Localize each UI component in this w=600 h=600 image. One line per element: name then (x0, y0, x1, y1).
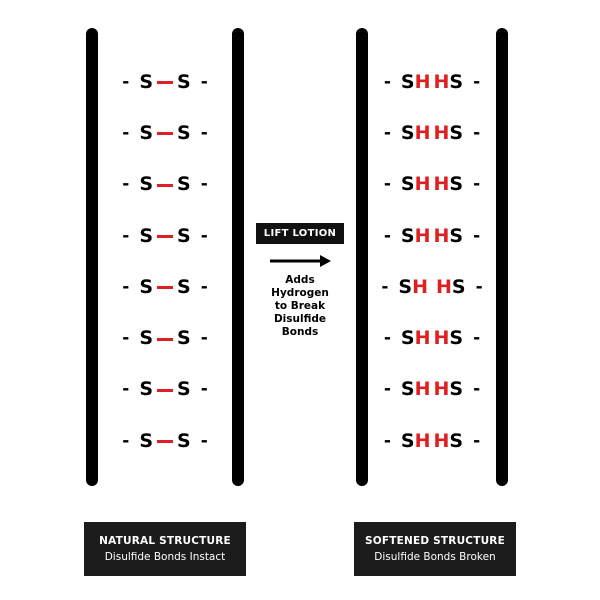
softened-structure-label (354, 522, 516, 576)
disulfide-bond-row (98, 261, 232, 312)
disulfide-bond-line (157, 338, 173, 341)
strand-dash: - (383, 174, 391, 195)
broken-bond-row (368, 107, 496, 158)
sulfur-atom: S (177, 173, 191, 196)
disulfide-bond-line (157, 132, 173, 135)
sulfur-atom: S (449, 429, 464, 452)
strand-dash: - (200, 328, 208, 349)
sulfur-atom: S (400, 121, 415, 144)
broken-bond-row (368, 415, 496, 466)
sulfur-atom: S (449, 224, 464, 247)
strand-dash: - (473, 122, 481, 143)
sulfur-atom: S (139, 173, 153, 196)
hydrogen-atom: H (414, 173, 431, 196)
sulfur-atom: S (139, 224, 153, 247)
sulfur-atom: S (177, 224, 191, 247)
strand-dash: - (122, 379, 130, 400)
disulfide-bond-line (157, 389, 173, 392)
hydrogen-atom: H (414, 429, 431, 452)
sulfur-atom: S (177, 70, 191, 93)
sulfur-atom: S (177, 327, 191, 350)
broken-bond-row (368, 312, 496, 363)
disulfide-bond-row (98, 312, 232, 363)
strand-dash: - (200, 225, 208, 246)
strand-dash: - (122, 430, 130, 451)
right-strand-outer (496, 28, 508, 486)
sulfur-atom: S (449, 121, 464, 144)
strand-dash: - (475, 276, 483, 297)
sulfur-atom: S (449, 173, 464, 196)
hydrogen-atom: H (433, 70, 450, 93)
hydrogen-atom: H (412, 275, 428, 298)
disulfide-bond-row (98, 415, 232, 466)
softened-bond-list (368, 56, 496, 466)
sulfur-atom: S (400, 327, 415, 350)
hydrogen-atom: H (414, 327, 431, 350)
sulfur-atom: S (177, 429, 191, 452)
strand-dash: - (383, 379, 391, 400)
strand-dash: - (473, 225, 481, 246)
disulfide-bond-row (98, 210, 232, 261)
process-explanation (256, 223, 344, 339)
disulfide-bond-line (157, 440, 173, 443)
label-title: NATURAL STRUCTURE (99, 535, 231, 547)
disulfide-bond-line (157, 286, 173, 289)
sulfur-atom: S (449, 378, 464, 401)
disulfide-bond-line (157, 235, 173, 238)
right-strand-inner (356, 28, 368, 486)
hydrogen-atom: H (414, 378, 431, 401)
strand-dash: - (473, 71, 481, 92)
hydrogen-atom: H (414, 70, 431, 93)
strand-dash: - (200, 430, 208, 451)
broken-bond-row (368, 210, 496, 261)
sulfur-atom: S (177, 378, 191, 401)
label-subtitle: Disulfide Bonds Broken (374, 551, 496, 563)
hydrogen-atom: H (433, 173, 450, 196)
process-description (256, 274, 344, 339)
strand-dash: - (383, 71, 391, 92)
strand-dash: - (200, 122, 208, 143)
sulfur-atom: S (400, 224, 415, 247)
hydrogen-atom: H (414, 121, 431, 144)
description-line: Adds (285, 274, 315, 286)
strand-dash: - (200, 379, 208, 400)
strand-dash: - (122, 174, 130, 195)
sulfur-atom: S (139, 378, 153, 401)
left-strand-outer (86, 28, 98, 486)
left-strand-inner (232, 28, 244, 486)
disulfide-bond-row (98, 364, 232, 415)
hydrogen-atom: H (433, 327, 450, 350)
strand-dash: - (122, 122, 130, 143)
natural-structure-label (84, 522, 246, 576)
strand-dash: - (381, 276, 389, 297)
strand-dash: - (383, 328, 391, 349)
strand-dash: - (122, 225, 130, 246)
strand-dash: - (200, 71, 208, 92)
disulfide-bond-line (157, 81, 173, 84)
strand-dash: - (122, 276, 130, 297)
sulfur-atom: S (400, 429, 415, 452)
hydrogen-atom: H (433, 224, 450, 247)
sulfur-atom: S (449, 327, 464, 350)
sulfur-atom: S (400, 378, 415, 401)
broken-bond-row (368, 261, 496, 312)
strand-dash: - (473, 379, 481, 400)
strand-dash: - (200, 276, 208, 297)
hydrogen-atom: H (433, 378, 450, 401)
broken-bond-row (368, 56, 496, 107)
disulfide-bond-row (98, 56, 232, 107)
hydrogen-atom: H (433, 429, 450, 452)
strand-dash: - (473, 430, 481, 451)
strand-dash: - (122, 328, 130, 349)
hydrogen-atom: H (433, 121, 450, 144)
strand-dash: - (473, 174, 481, 195)
sulfur-atom: S (400, 173, 415, 196)
strand-dash: - (383, 430, 391, 451)
sulfur-atom: S (177, 121, 191, 144)
sulfur-atom: S (398, 275, 413, 298)
disulfide-bond-row (98, 159, 232, 210)
sulfur-atom: S (139, 70, 153, 93)
hydrogen-atom: H (436, 275, 452, 298)
description-line: to Break (274, 300, 326, 312)
label-title: SOFTENED STRUCTURE (365, 535, 505, 547)
strand-dash: - (383, 122, 391, 143)
strand-dash: - (122, 71, 130, 92)
description-line: Hydrogen (271, 287, 329, 299)
description-line: Disulfide Bonds (273, 313, 327, 338)
disulfide-bond-row (98, 107, 232, 158)
strand-dash: - (473, 328, 481, 349)
disulfide-bond-line (157, 184, 173, 187)
sulfur-atom: S (400, 70, 415, 93)
strand-dash: - (383, 225, 391, 246)
lift-lotion-label: LIFT LOTION (256, 223, 344, 244)
sulfur-atom: S (139, 429, 153, 452)
broken-bond-row (368, 364, 496, 415)
sulfur-atom: S (449, 70, 464, 93)
sulfur-atom: S (139, 327, 153, 350)
strand-dash: - (200, 174, 208, 195)
label-subtitle: Disulfide Bonds Instact (104, 551, 226, 563)
sulfur-atom: S (139, 275, 153, 298)
right-arrow-icon (268, 254, 332, 268)
sulfur-atom: S (177, 275, 191, 298)
hydrogen-atom: H (414, 224, 431, 247)
broken-bond-row (368, 159, 496, 210)
sulfur-atom: S (139, 121, 153, 144)
natural-bond-list (98, 56, 232, 466)
sulfur-atom: S (451, 275, 466, 298)
